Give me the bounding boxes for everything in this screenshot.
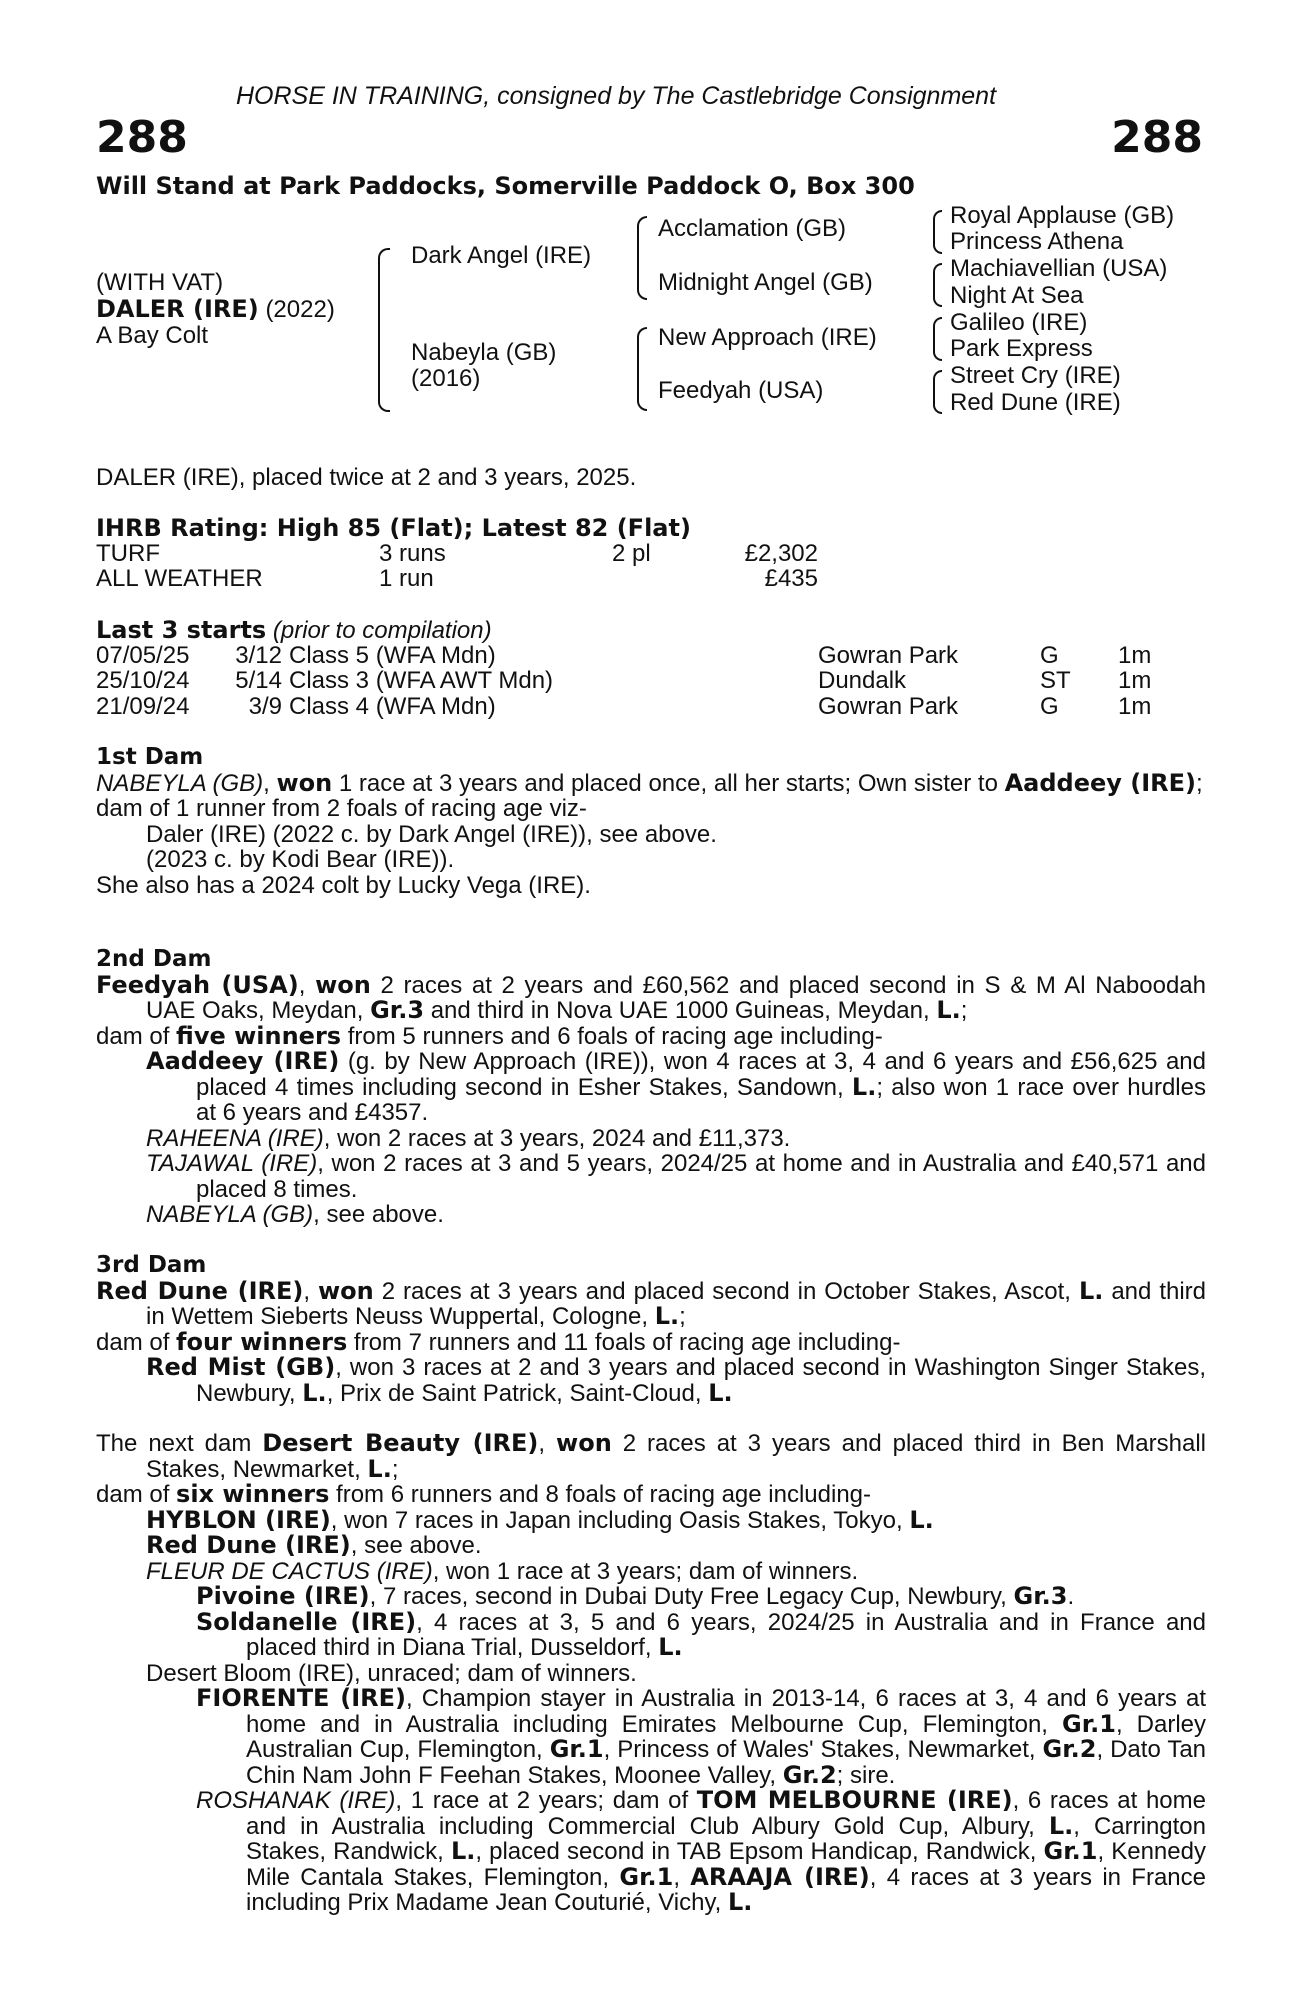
second-dam-produce-3 xyxy=(96,1151,1206,1202)
start-course-2: Gowran Park xyxy=(818,693,959,720)
dam4-damof-a: dam of xyxy=(96,1481,177,1508)
second-dam-produce-line xyxy=(96,1021,1206,1050)
dam4-reddune-text: , see above. xyxy=(350,1532,482,1559)
dam3-p1-l1: L. xyxy=(302,1378,327,1407)
dam4-fiorente-c: , Princess of Wales' Stakes, Newmarket, xyxy=(603,1736,1043,1763)
rating-surface-1: ALL WEATHER xyxy=(96,565,263,592)
dam1-sister: Aaddeey (IRE) xyxy=(1004,768,1197,797)
horse-name-line xyxy=(96,296,335,323)
last-starts-title-line xyxy=(96,617,492,644)
horse-name: DALER (IRE) xyxy=(96,295,259,323)
horse-year: (2022) xyxy=(265,296,335,323)
dam2-won: won xyxy=(315,970,371,999)
dam3-won: won xyxy=(318,1276,374,1305)
dam2-p1-l: L. xyxy=(851,1072,877,1101)
start-date-2: 21/09/24 xyxy=(96,693,190,720)
first-dam-produce-2: (2023 c. by Kodi Bear (IRE)). xyxy=(146,846,455,873)
dam4-hyblon-text: , won 7 races in Japan including Oasis Stakes, Tokyo, xyxy=(330,1506,910,1534)
dam3-damof-b: four winners xyxy=(176,1327,348,1356)
first-dam-produce-line: dam of 1 runner from 2 foals of racing age viz- xyxy=(96,795,587,822)
dam2-listed1: L. xyxy=(936,996,961,1024)
dam4-fiorente-e: ; sire. xyxy=(836,1761,896,1789)
dam2-p3-name: TAJAWAL (IRE) xyxy=(146,1150,318,1177)
next-dam-soldanelle xyxy=(96,1607,1206,1661)
pedigree-dsd: Park Express xyxy=(950,335,1093,362)
second-dam-produce-4 xyxy=(96,1202,1206,1228)
second-dam-produce-2 xyxy=(96,1126,1206,1152)
pedigree-ds: New Approach (IRE) xyxy=(658,324,877,351)
dam4-fiorente-g3: Gr.2 xyxy=(1042,1735,1097,1763)
third-dam-produce-1 xyxy=(96,1355,1206,1406)
start-race-0: Class 5 (WFA Mdn) xyxy=(289,642,496,669)
dam2-p1-b: ; also won 1 race over hurdles at 6 years and £4357. xyxy=(196,1073,1206,1126)
start-dist-0: 1m xyxy=(1118,642,1152,669)
lot-number-left: 288 xyxy=(96,112,188,163)
consignment-line: HORSE IN TRAINING, consigned by The Castlebridge Consignment xyxy=(236,82,997,110)
next-dam-line: The next dam Desert Beauty (IRE), won 2 races at 3 years and placed third in Ben Marshall Stakes, Newmarket, L.; xyxy=(96,1429,1206,1483)
dam4-fiorente-g4: Gr.2 xyxy=(782,1760,837,1789)
dam4-roshanak-g1: Gr.1 xyxy=(1043,1837,1098,1865)
start-race-1: Class 3 (WFA AWT Mdn) xyxy=(289,667,554,694)
next-dam-produce-line xyxy=(96,1482,1206,1508)
pedigree-brace-ds xyxy=(933,317,942,361)
dam4-fiorente-g2: Gr.1 xyxy=(549,1735,604,1763)
pedigree-sdd: Night At Sea xyxy=(950,282,1084,309)
rating-prize-1: £435 xyxy=(764,565,818,592)
dam3-damof-c: from 7 runners and 11 foals of racing age including- xyxy=(347,1328,901,1356)
dam2-p4-name: NABEYLA (GB) xyxy=(146,1201,314,1228)
dam4-fiorente-g1: Gr.1 xyxy=(1062,1709,1116,1738)
pedigree-dd: Feedyah (USA) xyxy=(658,377,824,404)
rating-runs-1: 1 run xyxy=(379,565,434,592)
dam1-text: 1 race at 3 years and placed once, all her starts; Own sister to xyxy=(332,769,1005,797)
dam4-fiorente-name: FIORENTE (IRE) xyxy=(196,1684,407,1712)
dam3-text2: and third in Wettem Sieberts Neuss Wuppertal, Cologne, xyxy=(146,1277,1207,1330)
pedigree-dss: Galileo (IRE) xyxy=(950,309,1088,336)
dam3-text1: 2 races at 3 years and placed second in October Stakes, Ascot, xyxy=(373,1277,1079,1305)
dam4-roshanak-tm: TOM MELBOURNE (IRE) xyxy=(696,1786,1013,1814)
dam4-soldanelle-name: Soldanelle (IRE) xyxy=(196,1607,417,1636)
start-going-0: G xyxy=(1040,642,1059,669)
dam2-text1: 2 races at 2 years and £60,562 and placed second in S & M Al Naboodah UAE Oaks, Meydan, xyxy=(146,971,1206,1024)
start-going-1: ST xyxy=(1040,667,1071,694)
dam3-p1-name: Red Mist (GB) xyxy=(146,1353,336,1381)
rating-prize-0: £2,302 xyxy=(744,540,818,567)
dam4-name: Desert Beauty (IRE) xyxy=(262,1429,539,1457)
dam4-fleur-name: FLEUR DE CACTUS (IRE) xyxy=(146,1557,433,1585)
dam2-p4-t: , see above. xyxy=(313,1201,444,1228)
dam4-pivoine-text: , 7 races, second in Dubai Duty Free Legacy Cup, Newbury, xyxy=(369,1583,1014,1610)
start-pos-1: 5/14 xyxy=(235,667,282,694)
dam4-roshanak-f: , xyxy=(673,1863,691,1891)
dam4-roshanak-b: , 6 races at home and in Australia including Commercial Club Albury Gold Cup, Albury, xyxy=(246,1787,1206,1840)
dam3-name: Red Dune (IRE) xyxy=(96,1276,304,1305)
third-dam-produce-line xyxy=(96,1327,1206,1356)
comma: , xyxy=(263,769,270,797)
next-dam-pivoine xyxy=(96,1584,1206,1610)
start-race-2: Class 4 (WFA Mdn) xyxy=(289,693,496,720)
second-dam-section xyxy=(96,947,1206,1228)
dam3-text3: ; xyxy=(679,1303,686,1330)
dam3-p1-b: , Prix de Saint Patrick, Saint-Cloud, xyxy=(326,1379,709,1407)
pedigree-brace-main xyxy=(378,248,390,412)
dam4-listed1: L. xyxy=(367,1454,392,1483)
horse-description: A Bay Colt xyxy=(96,322,209,349)
dam4-text1: 2 races at 3 years and placed third in Ben Marshall Stakes, Newmarket, xyxy=(146,1430,1206,1483)
dam2-damof-c: from 5 runners and 6 foals of racing age including- xyxy=(341,1022,883,1050)
pedigree-dds: Street Cry (IRE) xyxy=(950,362,1121,389)
dam4-soldanelle-text: , 4 races at 3, 5 and 6 years, 2024/25 in Australia and in France and placed third in Diana Trial, Dusseldorf, xyxy=(246,1608,1206,1661)
dam4-roshanak-c: , Carrington Stakes, Randwick, xyxy=(246,1812,1206,1865)
dam4-roshanak-araaja: ARAAJA (IRE) xyxy=(690,1862,870,1891)
pedigree-sds: Machiavellian (USA) xyxy=(950,255,1168,282)
dam2-p1-name: Aaddeey (IRE) xyxy=(146,1047,340,1075)
rating-title: IHRB Rating: High 85 (Flat); Latest 82 (Flat) xyxy=(96,514,691,542)
dam2-damof-a: dam of xyxy=(96,1022,177,1050)
pedigree-ddd: Red Dune (IRE) xyxy=(950,389,1121,416)
dam4-pivoine-grade: Gr.3 xyxy=(1013,1582,1068,1610)
lot-number-right: 288 xyxy=(1111,112,1203,163)
start-date-0: 07/05/25 xyxy=(96,642,190,669)
dam4-roshanak-name: ROSHANAK (IRE) xyxy=(196,1787,396,1814)
dam1-won: won xyxy=(276,768,333,797)
dam1-name: NABEYLA (GB) xyxy=(96,769,264,797)
dam4-text2: ; xyxy=(391,1455,399,1483)
last-starts-title: Last 3 starts xyxy=(96,616,267,644)
second-dam-produce-1 xyxy=(96,1049,1206,1126)
dam4-fiorente-b: , Darley Australian Cup, Flemington, xyxy=(246,1710,1207,1763)
next-dam-roshanak xyxy=(96,1788,1206,1916)
second-dam-heading: 2nd Dam xyxy=(96,946,212,972)
next-dam-red-dune xyxy=(96,1533,1206,1559)
pedigree-brace-ss xyxy=(933,210,942,254)
second-dam-line: Feedyah (USA), won 2 races at 2 years and £60,562 and placed second in S & M Al Naboodah UAE Oaks, Meydan, Gr.3 and third in Nova UAE 1000 Guineas, Meydan, L.; xyxy=(96,970,1206,1024)
dam4-fiorente-d: , Dato Tan Chin Nam John F Feehan Stakes, Moonee Valley, xyxy=(246,1736,1207,1789)
dam1-end: ; xyxy=(1196,769,1203,797)
pedigree-brace-dam xyxy=(637,327,647,411)
dam3-p1-a: , won 3 races at 2 and 3 years and placed second in Washington Singer Stakes, Newbury, xyxy=(196,1354,1206,1407)
start-pos-2: 3/9 xyxy=(248,693,282,720)
dam4-hyblon-listed: L. xyxy=(909,1505,934,1534)
dam2-damof-b: five winners xyxy=(176,1021,342,1050)
first-dam-line xyxy=(96,768,1206,797)
pedigree-dam-year: (2016) xyxy=(411,365,481,392)
next-dam-section xyxy=(96,1431,1206,1916)
dam2-p1-a: (g. by New Approach (IRE)), won 4 races at 3, 4 and 6 years and £56,625 and placed 4 times including second in Esher Stakes, Sandown, xyxy=(196,1048,1206,1101)
dam4-hyblon-name: HYBLON (IRE) xyxy=(146,1505,331,1534)
dam4-roshanak-g2: Gr.1 xyxy=(619,1862,674,1891)
dam4-roshanak-l1: L. xyxy=(1048,1811,1074,1840)
dam4-damof-b: six winners xyxy=(176,1480,330,1508)
dam4-soldanelle-listed: L. xyxy=(658,1633,683,1661)
third-dam-section xyxy=(96,1253,1206,1406)
dam2-p2-name: RAHEENA (IRE) xyxy=(146,1124,324,1152)
start-pos-0: 3/12 xyxy=(235,642,282,669)
dam4-fleur-text: , won 1 race at 3 years; dam of winners. xyxy=(432,1557,859,1585)
rating-runs-0: 3 runs xyxy=(379,540,446,567)
dam2-name: Feedyah (USA) xyxy=(96,970,299,999)
dam4-fiorente-a: , Champion stayer in Australia in 2013-14, 6 races at 3, 4 and 6 years at home and in Australia including Emirates Melbourne Cup, Flemington, xyxy=(246,1685,1206,1738)
dam4-roshanak-l2: L. xyxy=(450,1837,476,1865)
dam4-damof-c: from 6 runners and 8 foals of racing age including- xyxy=(329,1481,872,1508)
dam4-roshanak-d: , placed second in TAB Epsom Handicap, Randwick, xyxy=(475,1838,1044,1865)
dam3-listed1: L. xyxy=(1078,1276,1104,1305)
dam4-roshanak-e: , Kennedy Mile Cantala Stakes, Flemington, xyxy=(246,1838,1206,1891)
vat-label: (WITH VAT) xyxy=(96,269,224,296)
dam4-roshanak-g: , 4 races at 3 years in France including Prix Madame Jean Couturié, Vichy, xyxy=(246,1863,1207,1916)
dam2-p2-t: , won 2 races at 3 years, 2024 and £11,373. xyxy=(323,1124,791,1152)
start-going-2: G xyxy=(1040,693,1059,720)
dam2-p3-t: , won 2 races at 3 and 5 years, 2024/25 at home and in Australia and £40,571 and placed 8 times. xyxy=(196,1150,1206,1203)
first-dam-section xyxy=(96,745,1206,898)
next-dam-desert-bloom: Desert Bloom (IRE), unraced; dam of winners. xyxy=(146,1659,637,1687)
dam3-damof-a: dam of xyxy=(96,1328,177,1356)
third-dam-heading: 3rd Dam xyxy=(96,1252,207,1278)
dam4-roshanak-l3: L. xyxy=(728,1888,753,1916)
pedigree-ssd: Princess Athena xyxy=(950,228,1124,255)
pedigree-sss: Royal Applause (GB) xyxy=(950,202,1175,229)
dam3-p1-l2: L. xyxy=(708,1378,733,1407)
first-dam-heading: 1st Dam xyxy=(96,744,204,770)
dam4-pivoine-name: Pivoine (IRE) xyxy=(196,1582,370,1610)
pedigree-brace-sire xyxy=(637,216,647,300)
dam2-text3: ; xyxy=(960,997,968,1024)
start-dist-2: 1m xyxy=(1118,693,1152,720)
pedigree-sire: Dark Angel (IRE) xyxy=(411,242,592,269)
start-course-1: Dundalk xyxy=(818,667,907,694)
next-dam-fiorente xyxy=(96,1686,1206,1788)
last-starts-note: (prior to compilation) xyxy=(272,617,492,644)
dam4-intro: The next dam xyxy=(96,1430,263,1457)
dam3-listed2: L. xyxy=(654,1302,680,1330)
rating-surface-0: TURF xyxy=(96,540,160,567)
dam2-grade1: Gr.3 xyxy=(370,996,425,1024)
next-dam-fleur xyxy=(96,1559,1206,1585)
start-course-0: Gowran Park xyxy=(818,642,959,669)
dam4-reddune-name: Red Dune (IRE) xyxy=(146,1531,351,1559)
dam2-text2: and third in Nova UAE 1000 Guineas, Meydan, xyxy=(424,997,937,1024)
start-date-1: 25/10/24 xyxy=(96,667,190,694)
pedigree-brace-sd xyxy=(933,263,942,307)
pedigree-brace-dd xyxy=(933,370,942,414)
race-summary: DALER (IRE), placed twice at 2 and 3 years, 2025. xyxy=(96,464,637,491)
first-dam-note: She also has a 2024 colt by Lucky Vega (IRE). xyxy=(96,871,591,899)
stand-line: Will Stand at Park Paddocks, Somerville Paddock O, Box 300 xyxy=(96,172,915,200)
start-dist-1: 1m xyxy=(1118,667,1152,694)
rating-placed-0: 2 pl xyxy=(612,540,651,567)
dam4-pivoine-end: . xyxy=(1067,1583,1075,1610)
dam4-won: won xyxy=(556,1429,612,1457)
pedigree-dam: Nabeyla (GB) xyxy=(411,339,557,366)
first-dam-produce-1: Daler (IRE) (2022 c. by Dark Angel (IRE)), see above. xyxy=(146,820,717,848)
third-dam-line: Red Dune (IRE), won 2 races at 3 years and placed second in October Stakes, Ascot, L. and third in Wettem Sieberts Neuss Wuppertal, Cologne, L.; xyxy=(96,1276,1207,1330)
next-dam-hyblon xyxy=(96,1505,1206,1534)
pedigree-sd: Midnight Angel (GB) xyxy=(658,269,873,296)
dam4-roshanak-a: , 1 race at 2 years; dam of xyxy=(395,1787,697,1814)
pedigree-ss: Acclamation (GB) xyxy=(658,215,847,242)
